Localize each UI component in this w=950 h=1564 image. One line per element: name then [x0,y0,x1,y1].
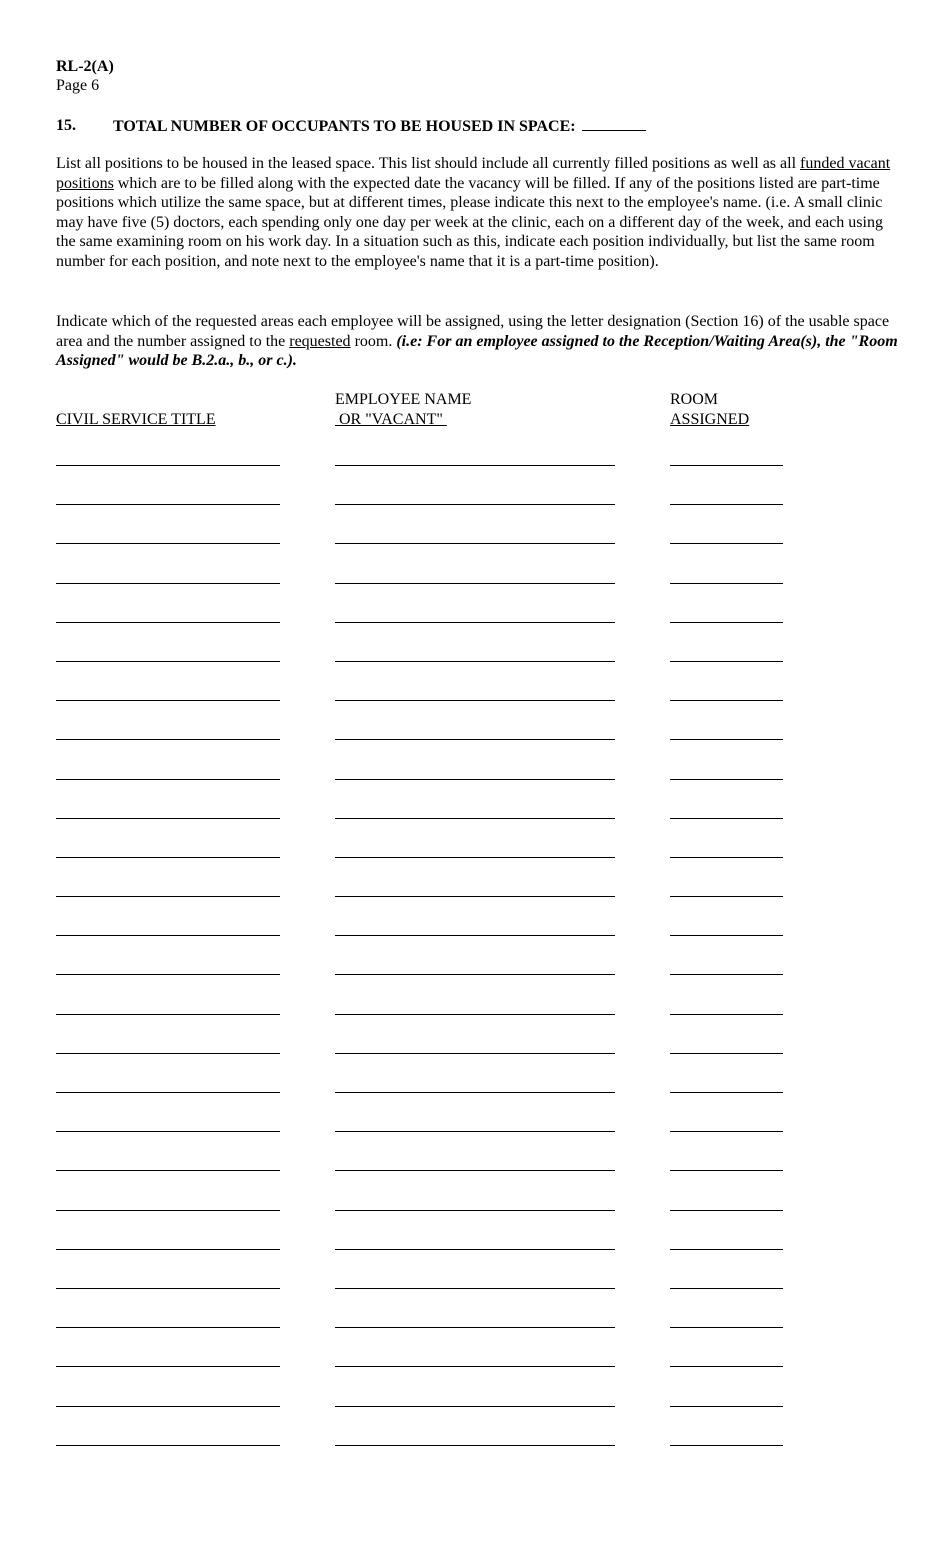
column-name-line1: EMPLOYEE NAME [335,391,472,408]
employee-name-field[interactable] [335,1406,615,1407]
table-row [0,622,950,661]
civil-service-title-field[interactable] [56,543,280,544]
room-assigned-field[interactable] [670,504,783,505]
room-assigned-field[interactable] [670,1445,783,1446]
form-id: RL-2(A) [56,58,114,75]
table-row [0,1445,950,1484]
column-header-title [56,390,216,429]
employee-name-field[interactable] [335,974,615,975]
employee-name-field[interactable] [335,779,615,780]
room-assigned-field[interactable] [670,739,783,740]
employee-name-field[interactable] [335,739,615,740]
table-row [0,779,950,818]
employee-name-field[interactable] [335,661,615,662]
table-row [0,1131,950,1170]
room-assigned-field[interactable] [670,1053,783,1054]
p1-underlined: funded vacant positions [56,155,891,192]
civil-service-title-field[interactable] [56,1131,280,1132]
room-assigned-field[interactable] [670,543,783,544]
table-row [0,583,950,622]
table-row [0,465,950,504]
employee-name-field[interactable] [335,622,615,623]
civil-service-title-field[interactable] [56,1170,280,1171]
room-assigned-field[interactable] [670,974,783,975]
table-row [0,661,950,700]
civil-service-title-field[interactable] [56,739,280,740]
p1-text-a: List all positions to be housed in the leased space. This list should include all currently filled positions as well as all [56,155,801,172]
table-row [0,1210,950,1249]
instructions-paragraph-1 [56,154,906,272]
employee-name-field[interactable] [335,465,615,466]
room-assigned-field[interactable] [670,818,783,819]
civil-service-title-field[interactable] [56,1288,280,1289]
employee-name-field[interactable] [335,583,615,584]
total-occupants-field[interactable] [582,116,646,131]
civil-service-title-field[interactable] [56,1406,280,1407]
civil-service-title-field[interactable] [56,935,280,936]
employee-name-field[interactable] [335,1445,615,1446]
room-assigned-field[interactable] [670,1092,783,1093]
column-name-line2: OR "VACANT" [335,410,447,428]
civil-service-title-field[interactable] [56,661,280,662]
room-assigned-field[interactable] [670,700,783,701]
table-row [0,543,950,582]
civil-service-title-field[interactable] [56,818,280,819]
room-assigned-field[interactable] [670,583,783,584]
civil-service-title-field[interactable] [56,1445,280,1446]
employee-name-field[interactable] [335,1170,615,1171]
instructions-paragraph-2 [56,312,906,371]
room-assigned-field[interactable] [670,1406,783,1407]
room-assigned-field[interactable] [670,1014,783,1015]
table-row [0,1053,950,1092]
civil-service-title-field[interactable] [56,1249,280,1250]
employee-name-field[interactable] [335,896,615,897]
employee-name-field[interactable] [335,543,615,544]
column-title-line2: CIVIL SERVICE TITLE [56,410,216,428]
table-row [0,818,950,857]
table-row [0,896,950,935]
table-row [0,739,950,778]
civil-service-title-field[interactable] [56,1327,280,1328]
civil-service-title-field[interactable] [56,896,280,897]
table-row [0,1366,950,1405]
employee-name-field[interactable] [335,1092,615,1093]
section-heading [113,116,646,136]
employee-name-field[interactable] [335,700,615,701]
section-number: 15. [56,117,76,134]
room-assigned-field[interactable] [670,1366,783,1367]
room-assigned-field[interactable] [670,779,783,780]
room-assigned-field[interactable] [670,857,783,858]
room-assigned-field[interactable] [670,896,783,897]
column-room-line1: ROOM [670,391,719,408]
table-row [0,1327,950,1366]
civil-service-title-field[interactable] [56,1092,280,1093]
employee-name-field[interactable] [335,1131,615,1132]
column-header-room [670,390,749,429]
civil-service-title-field[interactable] [56,1366,280,1367]
p2-text-b: room. [350,332,397,350]
table-row [0,1249,950,1288]
employee-name-field[interactable] [335,857,615,858]
civil-service-title-field[interactable] [56,1210,280,1211]
civil-service-title-field[interactable] [56,1053,280,1054]
room-assigned-field[interactable] [670,1131,783,1132]
p2-example: (i.e: For an employee assigned to the Reception/Waiting Area(s), the "Room Assigned" would be B.2.a., b., or c.). [56,332,898,370]
p2-text-a: Indicate which of the requested areas each employee will be assigned, using the letter designation (Section 16) of the usable space area and the number assigned to the [56,313,890,350]
civil-service-title-field[interactable] [56,1014,280,1015]
column-header-name [335,390,471,429]
employee-name-field[interactable] [335,1210,615,1211]
employee-name-field[interactable] [335,1366,615,1367]
civil-service-title-field[interactable] [56,504,280,505]
employee-name-field[interactable] [335,1327,615,1328]
room-assigned-field[interactable] [670,622,783,623]
civil-service-title-field[interactable] [56,779,280,780]
room-assigned-field[interactable] [670,1170,783,1171]
civil-service-title-field[interactable] [56,700,280,701]
civil-service-title-field[interactable] [56,622,280,623]
table-row [0,1092,950,1131]
table-row [0,1014,950,1053]
room-assigned-field[interactable] [670,1288,783,1289]
civil-service-title-field[interactable] [56,857,280,858]
employee-name-field[interactable] [335,935,615,936]
column-room-line2: ASSIGNED [670,410,750,428]
p1-text-b: which are to be filled along with the expected date the vacancy will be filled. If any of the positions listed are part-time positions which utilize the same space, but at different times, please indicate this next to the employee's name. (i.e. A small clinic may have five (5) doctors, each spending only one day per week at the clinic, each on a different day of the week, and each using the same examining room on his work day. In a situation such as this, indicate each position individually, but list the same room number for each position, and note next to the employee's name that it is a part-time position). [56,174,883,270]
room-assigned-field[interactable] [670,1327,783,1328]
table-row [0,1406,950,1445]
table-row [0,974,950,1013]
civil-service-title-field[interactable] [56,583,280,584]
room-assigned-field[interactable] [670,661,783,662]
employee-name-field[interactable] [335,504,615,505]
p2-underlined: requested [289,332,351,350]
room-assigned-field[interactable] [670,465,783,466]
table-row [0,935,950,974]
page-number: Page 6 [56,77,100,94]
civil-service-title-field[interactable] [56,465,280,466]
section-title: TOTAL NUMBER OF OCCUPANTS TO BE HOUSED IN SPACE: [113,118,576,135]
employee-name-field[interactable] [335,1249,615,1250]
table-row [0,857,950,896]
occupant-entry-list [0,465,950,1484]
employee-name-field[interactable] [335,1288,615,1289]
civil-service-title-field[interactable] [56,974,280,975]
table-row [0,1288,950,1327]
table-row [0,1170,950,1209]
employee-name-field[interactable] [335,818,615,819]
table-row [0,700,950,739]
table-row [0,504,950,543]
room-assigned-field[interactable] [670,1249,783,1250]
employee-name-field[interactable] [335,1014,615,1015]
employee-name-field[interactable] [335,1053,615,1054]
room-assigned-field[interactable] [670,935,783,936]
room-assigned-field[interactable] [670,1210,783,1211]
